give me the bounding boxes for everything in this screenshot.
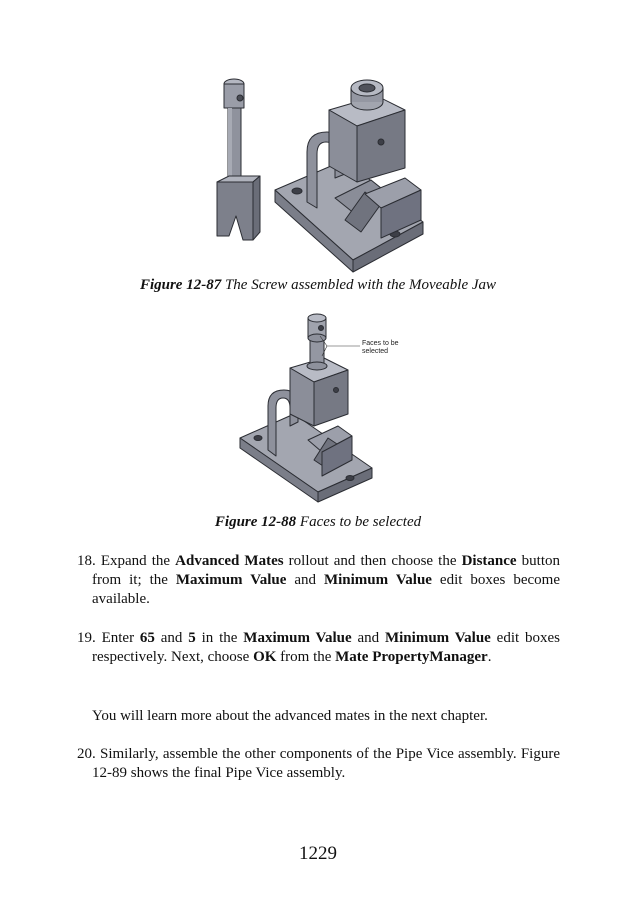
step-text: Expand the [100,553,176,569]
figure-number: Figure 12-88 [214,514,297,530]
step-text: edit boxes respectively. Next, choose [92,630,561,665]
step-number: 18. [77,553,96,569]
step-text: Similarly, assemble the other components of the Pipe Vice assembly. Figure 12-89 shows the final Pipe Vice assembly. [92,746,561,781]
maximum-value-term: Maximum Value [243,630,352,646]
step-text: edit boxes become available. [92,572,560,607]
figure-title: Faces to be selected [299,514,422,530]
step-text: in the [195,630,244,646]
figure-12-88-caption [0,514,636,531]
figure-title: The Screw assembled with the Moveable Jaw [224,277,497,293]
callout-line-1: Faces to be [362,340,399,347]
value-65: 65 [139,630,155,646]
step-text: and [351,630,385,646]
maximum-value-term: Maximum Value [175,572,287,588]
step-text: button from it; the [92,553,560,588]
step-number: 19. [77,630,96,646]
distance-term: Distance [461,553,517,569]
figure-12-87-caption [0,277,636,294]
value-5: 5 [188,630,196,646]
step-text: and [286,572,324,588]
advanced-mates-term: Advanced Mates [175,553,284,569]
step-18 [77,552,560,609]
callout-line-2: selected [362,348,389,355]
step-number: 20. [77,746,96,762]
step-19 [77,629,560,667]
page-number: 1229 [299,843,337,864]
step-text: Enter [101,630,140,646]
mate-propertymanager-term: Mate PropertyManager [335,649,488,665]
figure-number: Figure 12-87 [139,277,222,293]
step-text: from the [276,649,336,665]
step-text: . [487,649,492,665]
minimum-value-term: Minimum Value [384,630,491,646]
figure-12-87-image [205,70,435,280]
note-paragraph: You will learn more about the advanced mates in the next chapter. [92,708,488,724]
step-20 [77,745,560,783]
ok-term: OK [253,649,277,665]
minimum-value-term: Minimum Value [323,572,432,588]
figure-12-88-image [232,310,407,505]
step-text: and [154,630,189,646]
step-text: rollout and then choose the [283,553,462,569]
